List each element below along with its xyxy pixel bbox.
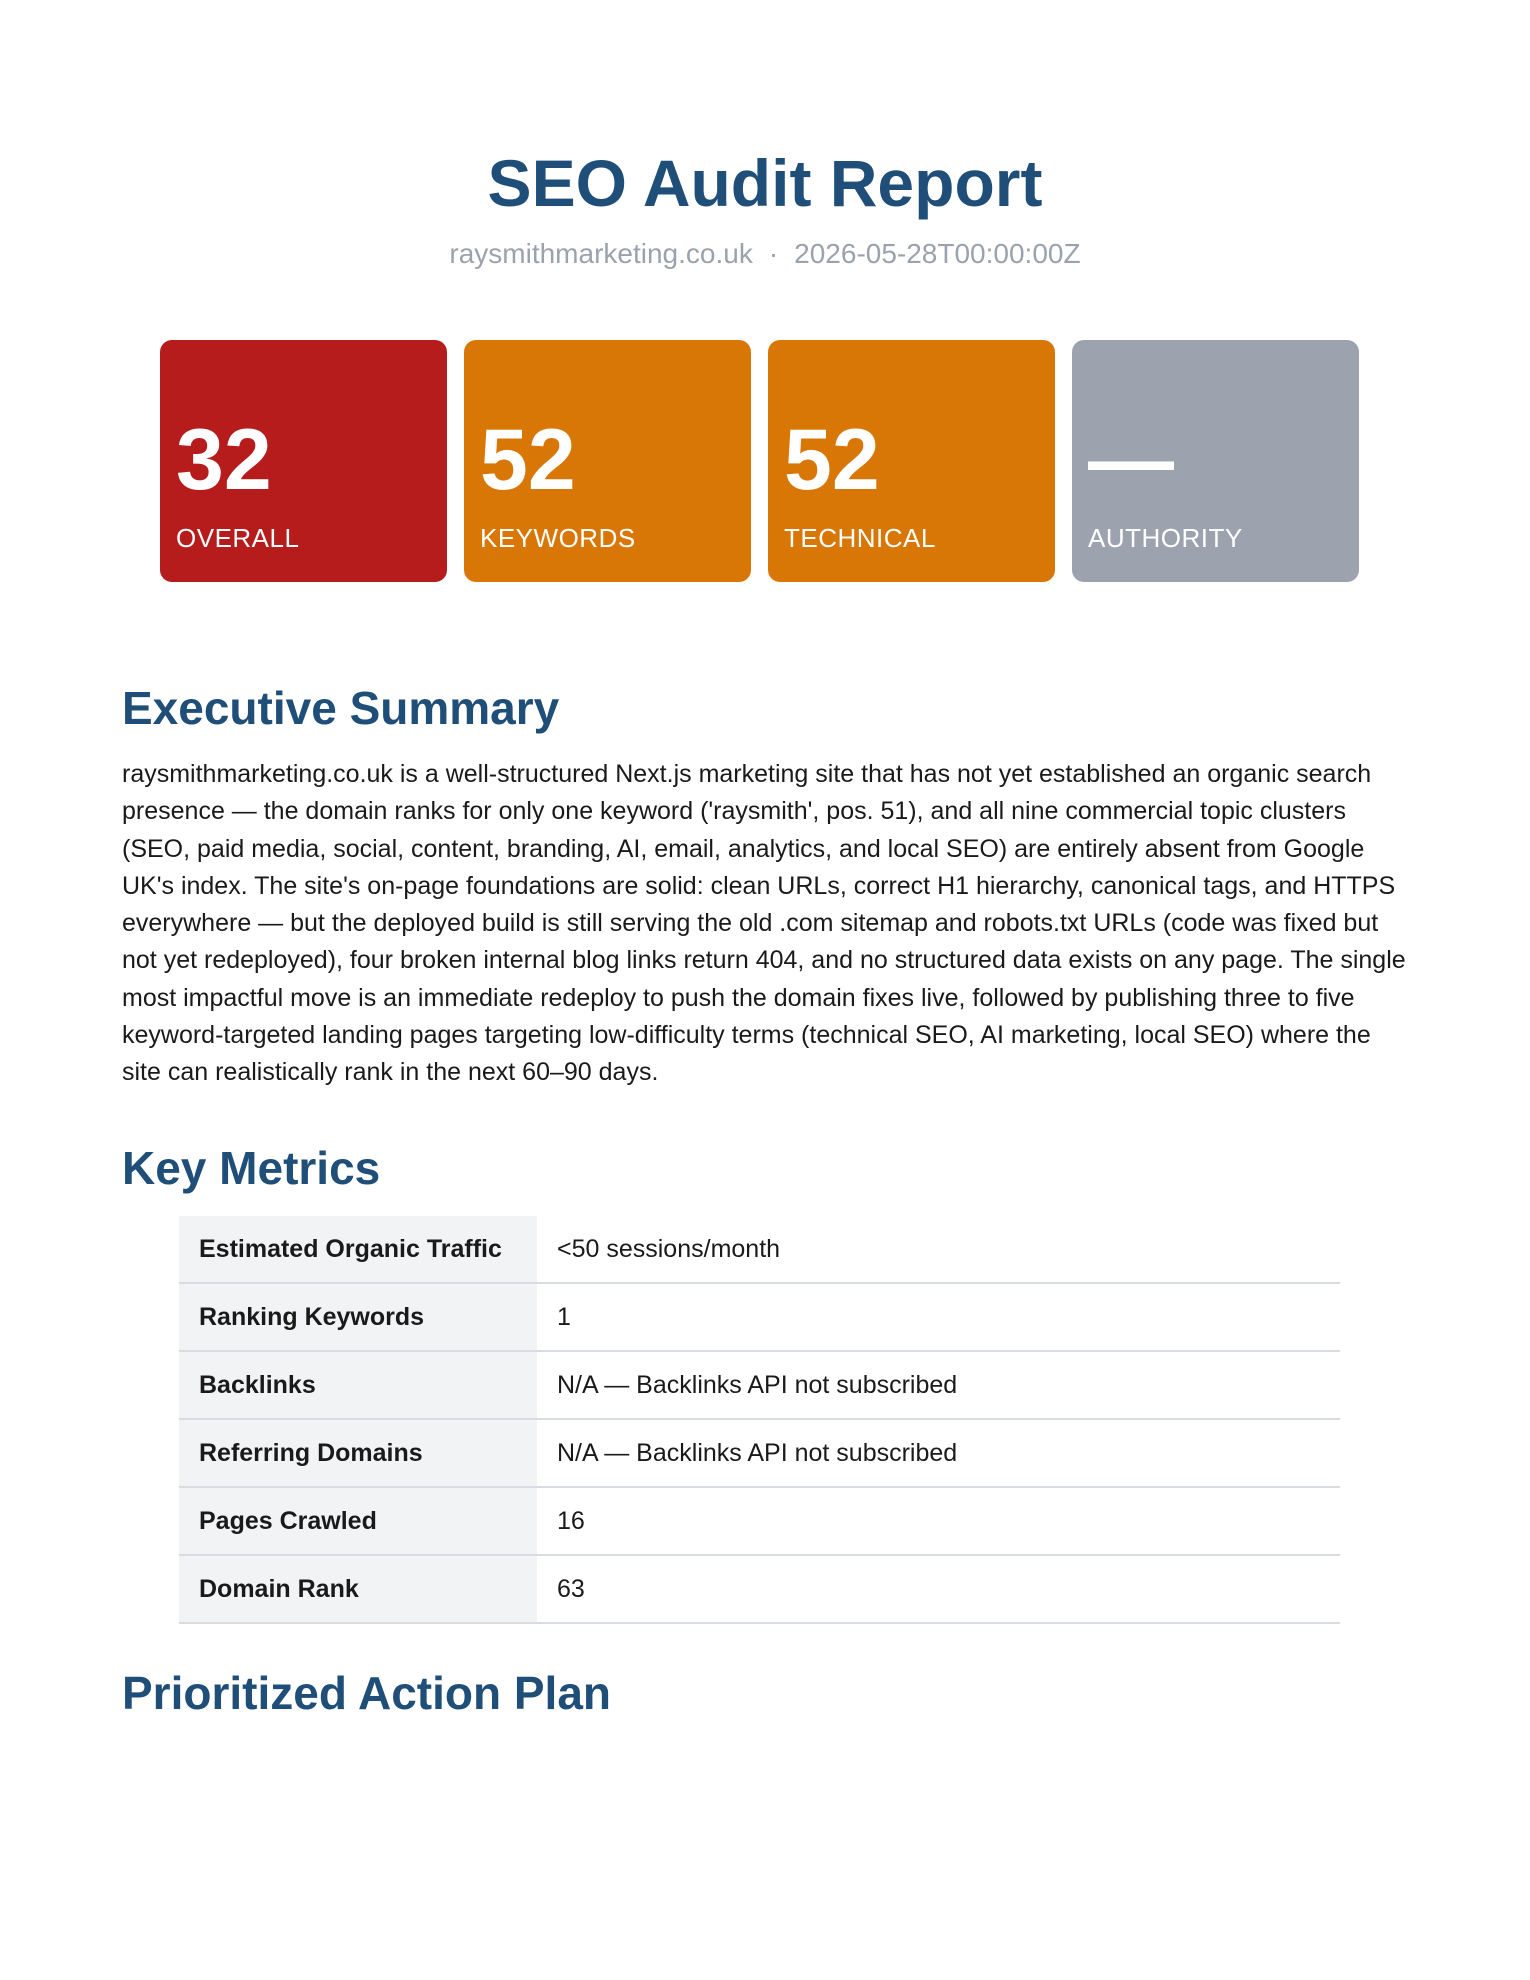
report-date: 2026-05-28T00:00:00Z bbox=[794, 238, 1081, 269]
table-row bbox=[179, 1283, 1340, 1351]
report-subtitle bbox=[0, 234, 1530, 274]
executive-summary-text: raysmithmarketing.co.uk is a well-structured Next.js marketing site that has not yet established an organic search presence — the domain ranks for only one keyword ('raysmith', pos. 51), and all nine commercial topic clusters (SEO, paid media, social, content, branding, AI, email, analytics, and local SEO) are entirely absent from Google UK's index. The site's on-page foundations are solid: clean URLs, correct H1 hierarchy, canonical tags, and HTTPS everywhere — but the deployed build is still serving the old .com sitemap and robots.txt URLs (code was fixed but not yet redeployed), four broken internal blog links return 404, and no structured data exists on any page. The single most impactful move is an immediate redeploy to push the domain fixes live, followed by publishing three to five keyword-targeted landing pages targeting low-difficulty terms (technical SEO, AI marketing, local SEO) where the site can realistically rank in the next 60–90 days. bbox=[122, 760, 1406, 1087]
subtitle-separator: · bbox=[768, 238, 779, 269]
score-value: — bbox=[1088, 412, 1174, 508]
metric-value: N/A — Backlinks API not subscribed bbox=[537, 1419, 1340, 1487]
metric-value: N/A — Backlinks API not subscribed bbox=[537, 1351, 1340, 1419]
metric-value: 63 bbox=[537, 1555, 1340, 1623]
table-row bbox=[179, 1555, 1340, 1623]
report-domain: raysmithmarketing.co.uk bbox=[449, 238, 753, 269]
metric-label: Referring Domains bbox=[179, 1419, 537, 1487]
metric-label: Pages Crawled bbox=[179, 1487, 537, 1555]
table-row bbox=[179, 1487, 1340, 1555]
metric-label: Estimated Organic Traffic bbox=[179, 1216, 537, 1283]
score-label: KEYWORDS bbox=[480, 523, 636, 553]
score-cards bbox=[160, 340, 1370, 582]
metric-value: 1 bbox=[537, 1283, 1340, 1351]
table-row bbox=[179, 1419, 1340, 1487]
score-card-keywords bbox=[464, 340, 751, 582]
score-value: 52 bbox=[784, 412, 880, 508]
metric-label: Ranking Keywords bbox=[179, 1283, 537, 1351]
score-card-overall bbox=[160, 340, 447, 582]
metric-value: 16 bbox=[537, 1487, 1340, 1555]
table-row bbox=[179, 1351, 1340, 1419]
score-card-authority bbox=[1072, 340, 1359, 582]
score-card-technical bbox=[768, 340, 1055, 582]
action-plan-heading: Prioritized Action Plan bbox=[122, 1667, 612, 1719]
report-title: SEO Audit Report bbox=[487, 146, 1043, 220]
key-metrics-table bbox=[179, 1216, 1340, 1624]
score-value: 32 bbox=[176, 412, 272, 508]
key-metrics-heading: Key Metrics bbox=[122, 1142, 381, 1194]
table-row bbox=[179, 1216, 1340, 1283]
score-label: OVERALL bbox=[176, 523, 300, 553]
metric-label: Domain Rank bbox=[179, 1555, 537, 1623]
metric-label: Backlinks bbox=[179, 1351, 537, 1419]
score-label: AUTHORITY bbox=[1088, 523, 1243, 553]
score-label: TECHNICAL bbox=[784, 523, 936, 553]
executive-summary-heading: Executive Summary bbox=[122, 682, 560, 734]
metric-value: <50 sessions/month bbox=[537, 1216, 1340, 1283]
score-value: 52 bbox=[480, 412, 576, 508]
